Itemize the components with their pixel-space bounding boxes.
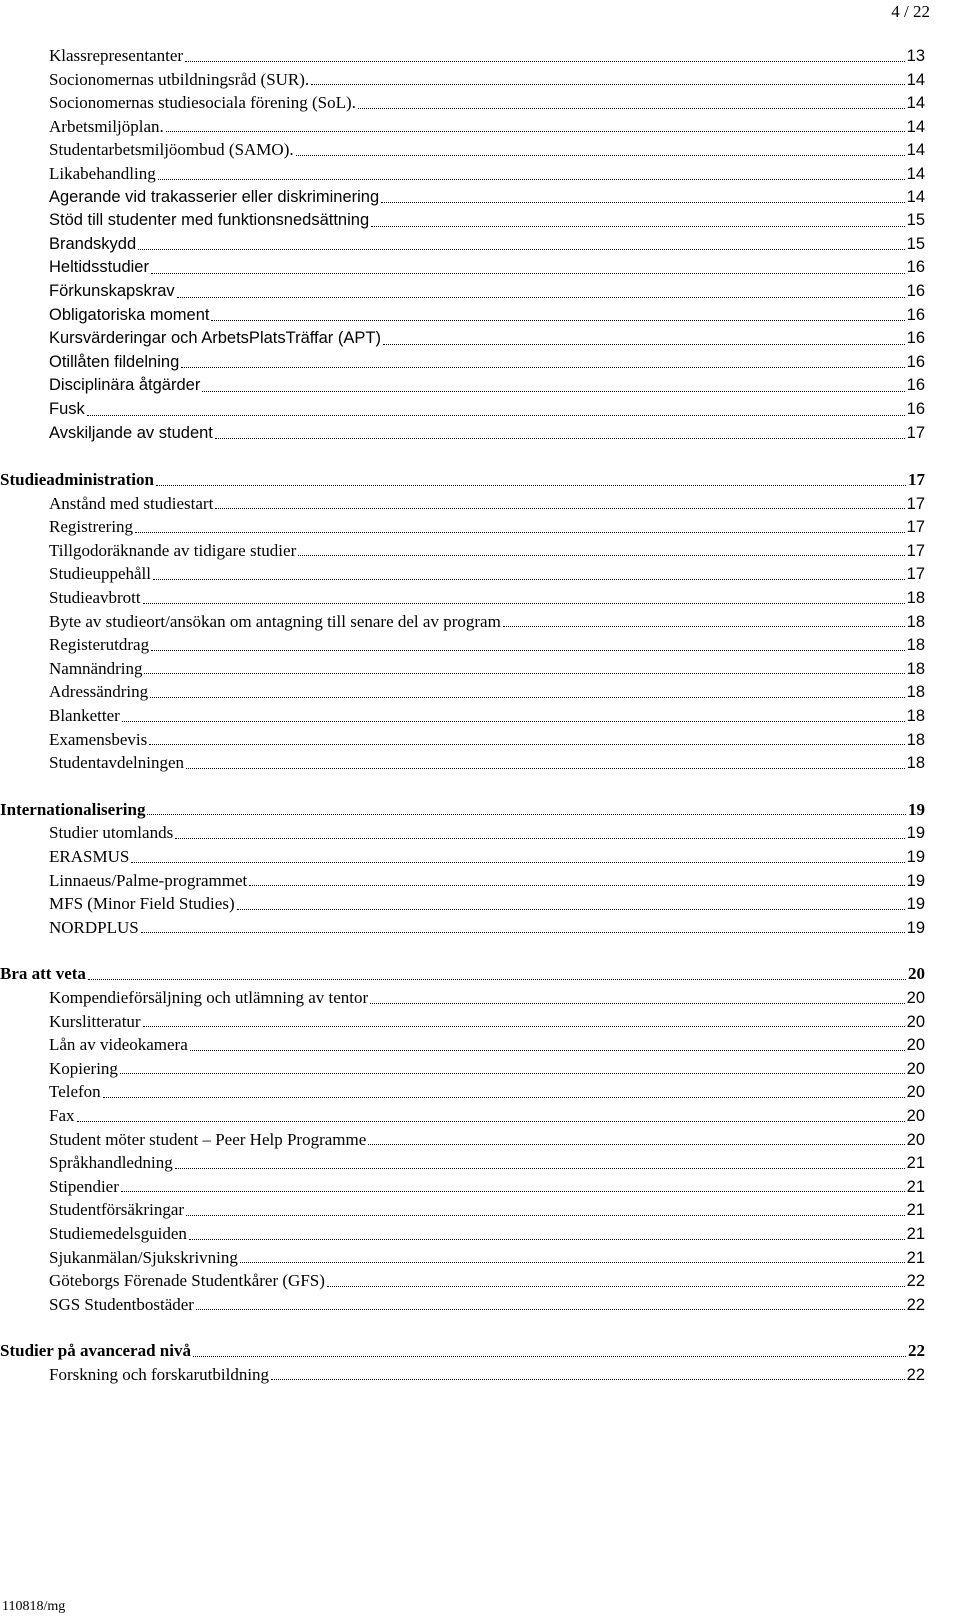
toc-entry-title: Socionomernas utbildningsråd (SUR). xyxy=(49,69,310,89)
toc-entry-page-number: 20 xyxy=(906,1083,925,1102)
dot-leader xyxy=(150,697,904,698)
dot-leader xyxy=(383,344,905,345)
dot-leader xyxy=(211,320,904,321)
toc-entry[interactable] xyxy=(0,1246,925,1270)
toc-entry-title: Språkhandledning xyxy=(49,1153,173,1173)
toc-entry-page-number: 14 xyxy=(906,94,925,113)
dot-leader xyxy=(381,202,905,203)
toc-entry-title: Registrering xyxy=(49,517,134,537)
dot-leader xyxy=(311,84,904,85)
toc-entry-page-number: 19 xyxy=(906,895,925,914)
dot-leader xyxy=(371,226,905,227)
toc-entry-title: Likabehandling xyxy=(49,163,156,183)
toc-entry-title: MFS (Minor Field Studies) xyxy=(49,894,235,914)
toc-entry-page-number: 17 xyxy=(906,518,925,537)
dot-leader xyxy=(138,249,905,250)
toc-section xyxy=(0,962,925,1316)
toc-heading-entry[interactable] xyxy=(0,962,925,986)
toc-entry-page-number: 22 xyxy=(906,1272,925,1291)
toc-section xyxy=(0,44,925,445)
dot-leader xyxy=(215,438,905,439)
toc-entry-title: Avskiljande av student xyxy=(49,423,213,442)
toc-entry-title: Adressändring xyxy=(49,682,149,702)
toc-entry-title: Otillåten fildelning xyxy=(49,352,180,371)
toc-entry[interactable] xyxy=(0,374,925,398)
dot-leader xyxy=(181,367,904,368)
toc-entry-page-number: 16 xyxy=(906,376,925,395)
toc-entry[interactable] xyxy=(0,1128,925,1152)
dot-leader xyxy=(215,508,904,509)
toc-entry-title: Anstånd med studiestart xyxy=(49,493,214,513)
toc-entry[interactable] xyxy=(0,1080,925,1104)
dot-leader xyxy=(147,814,906,815)
toc-entry[interactable] xyxy=(0,186,925,210)
toc-entry-page-number: 14 xyxy=(906,187,925,206)
dot-leader xyxy=(296,155,905,156)
toc-entry-title: Student möter student – Peer Help Programme xyxy=(49,1129,367,1149)
toc-entry-page-number: 14 xyxy=(906,164,925,183)
dot-leader xyxy=(503,626,905,627)
dot-leader xyxy=(143,603,905,604)
toc-entry-title: Fusk xyxy=(49,399,85,418)
toc-entry-page-number: 15 xyxy=(906,211,925,230)
dot-leader xyxy=(151,273,905,274)
toc-entry-title: Arbetsmiljöplan. xyxy=(49,116,164,136)
toc-entry-title: NORDPLUS xyxy=(49,917,139,937)
toc-entry[interactable] xyxy=(0,1151,925,1175)
toc-entry-title: Registerutdrag xyxy=(49,635,150,655)
toc-entry-page-number: 14 xyxy=(906,141,925,160)
toc-entry-page-number: 18 xyxy=(906,612,925,631)
toc-entry-page-number: 22 xyxy=(908,1341,925,1361)
dot-leader xyxy=(189,1239,905,1240)
toc-entry-page-number: 22 xyxy=(906,1295,925,1314)
toc-entry[interactable] xyxy=(0,1010,925,1034)
toc-entry-title: SGS Studentbostäder xyxy=(49,1294,194,1314)
dot-leader xyxy=(151,650,905,651)
toc-entry[interactable] xyxy=(0,1104,925,1128)
toc-entry-page-number: 20 xyxy=(906,1059,925,1078)
dot-leader xyxy=(122,721,905,722)
toc-entry-page-number: 17 xyxy=(906,565,925,584)
dot-leader xyxy=(240,1262,905,1263)
toc-entry-title: Disciplinära åtgärder xyxy=(49,376,201,395)
dot-leader xyxy=(298,555,904,556)
toc-entry-page-number: 21 xyxy=(906,1224,925,1243)
dot-leader xyxy=(121,1191,905,1192)
toc-entry-page-number: 16 xyxy=(906,281,925,300)
toc-entry-page-number: 19 xyxy=(906,918,925,937)
toc-entry-page-number: 21 xyxy=(906,1154,925,1173)
toc-entry-title: Brandskydd xyxy=(49,234,137,253)
toc-entry-title: Kursvärderingar och ArbetsPlatsTräffar (APT) xyxy=(49,329,381,348)
toc-entry-page-number: 17 xyxy=(906,541,925,560)
dot-leader xyxy=(141,932,905,933)
toc-entry-title: Studier utomlands xyxy=(49,823,174,843)
toc-entry[interactable] xyxy=(0,562,925,586)
toc-entry-title: Internationalisering xyxy=(0,799,146,819)
dot-leader xyxy=(177,297,905,298)
toc-entry-title: Studiemedelsguiden xyxy=(49,1223,187,1243)
toc-entry-title: Kurslitteratur xyxy=(49,1011,141,1031)
toc-entry[interactable] xyxy=(0,657,925,681)
toc-entry[interactable] xyxy=(0,1293,925,1317)
toc-entry[interactable] xyxy=(0,515,925,539)
footer-code: 110818/mg xyxy=(2,1599,66,1614)
toc-entry-title: Telefon xyxy=(49,1082,101,1102)
toc-entry-title: ERASMUS xyxy=(49,847,130,866)
toc-entry[interactable] xyxy=(0,680,925,704)
toc-entry[interactable] xyxy=(0,68,925,92)
toc-entry-title: Stöd till studenter med funktionsnedsättning xyxy=(49,211,370,230)
toc-entry-page-number: 18 xyxy=(906,589,925,608)
toc-entry-title: Kompendieförsäljning och utlämning av tentor xyxy=(49,987,369,1007)
dot-leader xyxy=(166,131,905,132)
toc-entry[interactable] xyxy=(0,91,925,115)
toc-entry-title: Studieadministration xyxy=(0,470,154,490)
toc-entry-page-number: 18 xyxy=(906,659,925,678)
toc-entry[interactable] xyxy=(0,892,925,916)
dot-leader xyxy=(144,673,904,674)
dot-leader xyxy=(131,862,904,863)
toc-entry-page-number: 18 xyxy=(906,683,925,702)
toc-entry-page-number: 13 xyxy=(906,47,925,65)
toc-entry-page-number: 18 xyxy=(906,707,925,726)
toc-entry-page-number: 16 xyxy=(906,258,925,277)
toc-entry-page-number: 17 xyxy=(906,423,925,442)
toc-entry-page-number: 17 xyxy=(906,494,925,513)
toc-entry-title: Obligatoriska moment xyxy=(49,305,210,324)
toc-section xyxy=(0,468,925,775)
toc-entry-title: Studentarbetsmiljöombud (SAMO). xyxy=(49,140,294,160)
toc-entry-title: Blanketter xyxy=(49,706,120,726)
toc-entry-title: Agerande vid trakasserier eller diskriminering xyxy=(49,187,380,206)
toc-entry-page-number: 14 xyxy=(906,117,925,136)
toc-entry-page-number: 14 xyxy=(906,70,925,89)
toc-entry[interactable] xyxy=(0,44,925,68)
dot-leader xyxy=(103,1097,905,1098)
toc-entry-title: Tillgodoräknande av tidigare studier xyxy=(49,540,297,560)
toc-entry-page-number: 16 xyxy=(906,352,925,371)
toc-entry[interactable] xyxy=(0,586,925,610)
dot-leader xyxy=(120,1073,905,1074)
dot-leader xyxy=(149,744,904,745)
toc-entry-page-number: 20 xyxy=(906,1130,925,1149)
toc-entry[interactable] xyxy=(0,704,925,728)
dot-leader xyxy=(237,909,905,910)
toc-entry-title: Forskning och forskarutbildning xyxy=(49,1364,270,1384)
toc-entry-page-number: 19 xyxy=(906,824,925,843)
dot-leader xyxy=(186,768,905,769)
toc-entry-page-number: 15 xyxy=(906,234,925,253)
toc-entry-page-number: 20 xyxy=(906,988,925,1007)
toc-entry[interactable] xyxy=(0,751,925,775)
toc-entry[interactable] xyxy=(0,1033,925,1057)
toc-entry-title: Studentförsäkringar xyxy=(49,1200,185,1220)
dot-leader xyxy=(185,61,905,62)
dot-leader xyxy=(153,579,905,580)
toc-entry-page-number: 18 xyxy=(906,636,925,655)
toc-entry[interactable] xyxy=(0,869,925,893)
dot-leader xyxy=(271,1379,905,1380)
dot-leader xyxy=(249,885,904,886)
toc-entry-page-number: 20 xyxy=(906,1106,925,1125)
dot-leader xyxy=(186,1215,905,1216)
toc-entry-title: Fax xyxy=(49,1105,75,1125)
toc-entry-page-number: 21 xyxy=(906,1201,925,1220)
dot-leader xyxy=(87,415,905,416)
dot-leader xyxy=(202,391,904,392)
toc-entry-title: Studier på avancerad nivå xyxy=(0,1341,191,1361)
toc-entry[interactable] xyxy=(0,280,925,304)
toc-entry-page-number: 17 xyxy=(908,470,925,490)
toc-entry-page-number: 18 xyxy=(906,730,925,749)
toc-entry[interactable] xyxy=(0,256,925,280)
toc-entry[interactable] xyxy=(0,610,925,634)
toc-entry[interactable] xyxy=(0,633,925,657)
toc-entry[interactable] xyxy=(0,422,925,446)
toc-entry[interactable] xyxy=(0,821,925,845)
dot-leader xyxy=(88,979,906,980)
dot-leader xyxy=(175,1168,905,1169)
toc-entry[interactable] xyxy=(0,845,925,869)
toc-entry[interactable] xyxy=(0,327,925,351)
toc-entry[interactable] xyxy=(0,1363,925,1387)
dot-leader xyxy=(327,1286,905,1287)
toc-entry-title: Kopiering xyxy=(49,1058,118,1078)
toc-entry[interactable] xyxy=(0,1057,925,1081)
toc-entry-title: Klassrepresentanter xyxy=(49,46,184,65)
toc-entry[interactable] xyxy=(0,916,925,940)
dot-leader xyxy=(370,1003,904,1004)
toc-entry[interactable] xyxy=(0,138,925,162)
toc-entry-page-number: 16 xyxy=(906,329,925,348)
toc-section xyxy=(0,798,925,940)
toc-entry-title: Göteborgs Förenade Studentkårer (GFS) xyxy=(49,1271,325,1291)
toc-entry-title: Studieavbrott xyxy=(49,588,141,608)
toc-entry[interactable] xyxy=(0,1175,925,1199)
dot-leader xyxy=(135,532,905,533)
toc-entry-title: Socionomernas studiesociala förening (SoL). xyxy=(49,93,356,113)
toc-entry-title: Namnändring xyxy=(49,658,143,678)
toc-entry-page-number: 20 xyxy=(906,1036,925,1055)
toc-heading-entry[interactable] xyxy=(0,798,925,822)
dot-leader xyxy=(368,1144,904,1145)
dot-leader xyxy=(77,1121,905,1122)
toc-entry-title: Stipendier xyxy=(49,1176,119,1196)
dot-leader xyxy=(358,108,905,109)
dot-leader xyxy=(196,1309,905,1310)
toc-entry[interactable] xyxy=(0,539,925,563)
toc-entry-page-number: 16 xyxy=(906,399,925,418)
toc-entry-page-number: 20 xyxy=(908,964,925,984)
toc-entry-page-number: 19 xyxy=(906,848,925,866)
toc-entry[interactable] xyxy=(0,162,925,186)
toc-section xyxy=(0,1339,925,1386)
toc-entry-page-number: 19 xyxy=(906,871,925,890)
toc-entry-page-number: 22 xyxy=(906,1365,925,1384)
toc-entry[interactable] xyxy=(0,1198,925,1222)
toc-entry-title: Byte av studieort/ansökan om antagning till senare del av program xyxy=(49,611,501,631)
page-indicator: 4 / 22 xyxy=(891,2,930,21)
dot-leader xyxy=(175,838,904,839)
toc-entry-title: Linnaeus/Palme-programmet xyxy=(49,870,248,890)
dot-leader xyxy=(143,1026,905,1027)
table-of-contents xyxy=(0,44,925,1409)
toc-entry-title: Förkunskapskrav xyxy=(49,281,175,300)
toc-entry[interactable] xyxy=(0,209,925,233)
dot-leader xyxy=(156,485,906,486)
toc-entry-page-number: 21 xyxy=(906,1177,925,1196)
dot-leader xyxy=(158,179,905,180)
dot-leader xyxy=(190,1050,905,1051)
toc-entry-page-number: 21 xyxy=(906,1248,925,1267)
toc-entry-page-number: 16 xyxy=(906,305,925,324)
toc-entry[interactable] xyxy=(0,1269,925,1293)
toc-entry-title: Sjukanmälan/Sjukskrivning xyxy=(49,1247,238,1267)
toc-entry-page-number: 19 xyxy=(908,799,925,819)
toc-entry-title: Bra att veta xyxy=(0,964,86,984)
toc-heading-entry[interactable] xyxy=(0,468,925,492)
toc-entry-page-number: 18 xyxy=(906,754,925,773)
toc-entry-title: Studentavdelningen xyxy=(49,753,185,773)
toc-entry-title: Lån av videokamera xyxy=(49,1035,188,1055)
toc-entry-title: Heltidsstudier xyxy=(49,258,149,277)
toc-entry[interactable] xyxy=(0,986,925,1010)
toc-entry[interactable] xyxy=(0,115,925,139)
toc-entry-page-number: 20 xyxy=(906,1012,925,1031)
toc-entry[interactable] xyxy=(0,304,925,328)
toc-entry[interactable] xyxy=(0,728,925,752)
toc-heading-entry[interactable] xyxy=(0,1339,925,1363)
dot-leader xyxy=(193,1356,906,1357)
toc-entry-title: Examensbevis xyxy=(49,729,148,749)
toc-entry[interactable] xyxy=(0,1222,925,1246)
toc-entry[interactable] xyxy=(0,351,925,375)
toc-entry[interactable] xyxy=(0,398,925,422)
toc-entry[interactable] xyxy=(0,233,925,257)
toc-entry[interactable] xyxy=(0,492,925,516)
toc-entry-title: Studieuppehåll xyxy=(49,564,151,584)
